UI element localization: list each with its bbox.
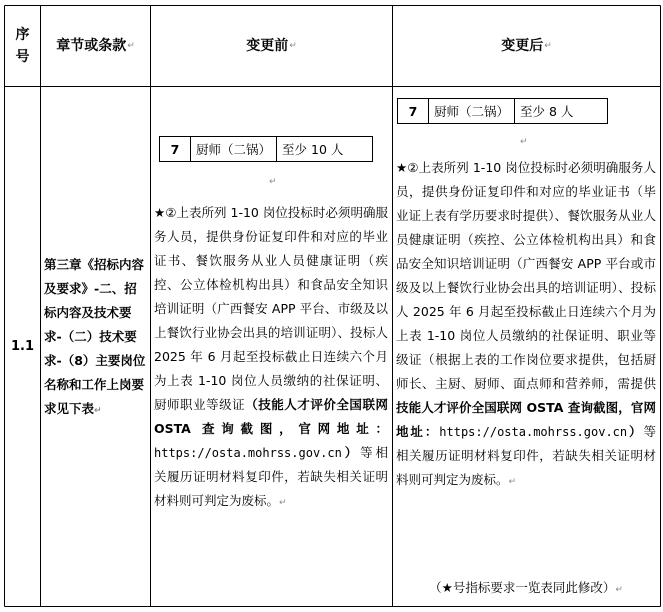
paragraph-mark-icon: ↵ <box>127 41 135 51</box>
paragraph-mark-icon: ↵ <box>289 41 297 51</box>
paragraph-mark-icon: ↵ <box>544 41 552 51</box>
after-note: （★号指标要求一览表同此修改）↵ <box>429 580 623 595</box>
before-position-requirement: 至少 10 人 <box>277 137 373 162</box>
before-url-link[interactable]: https://osta.mohrss.gov.cn <box>154 446 342 460</box>
header-section: 章节或条款 ↵ <box>41 6 150 86</box>
after-url-link[interactable]: https://osta.mohrss.gov.cn <box>439 425 628 439</box>
section-text: 第三章《招标内容及要求》-二、招标内容及技术要求-（二）技术要求-（8）主要岗位名称和工作上岗要求见下表↵ <box>44 257 146 416</box>
after-position-name: 厨师（二锅） <box>429 99 515 124</box>
before-position-name: 厨师（二锅） <box>191 137 277 162</box>
header-before: 变更前 ↵ <box>151 6 392 86</box>
before-position-no: 7 <box>160 137 191 162</box>
header-after: 变更后 ↵ <box>393 6 660 86</box>
row-number: 1.1 <box>10 339 35 354</box>
before-position-table <box>159 136 373 162</box>
after-position-no: 7 <box>398 99 429 124</box>
before-body-text: ★②上表所列 1-10 岗位投标时必须明确服务人员，提供身份证复印件和对应的毕业证书、餐饮服务从业人员健康证明（疾控、公立体检机构出具）和食品安全知识培训证明（广西餐安 APP 平台、市级及以上餐饮行业协会出具的培训证明）、投标人 2025 年 6 月起至投标截止日连续六个月为上表 1-10 岗位人员缴纳的社保证明、厨师职业等级证（技能人才评价全国联网 OSTA 查询截图，官网地址：https://osta.mohrss.gov.cn）等相关履历证明材料复印件，若缺失相关证明材料则可判定为废标。↵ <box>154 205 388 508</box>
before-table-end-mark: ↵ <box>269 177 277 187</box>
after-position-requirement: 至少 8 人 <box>515 99 608 124</box>
after-body-text: ★②上表所列 1-10 岗位投标时必须明确服务人员，提供身份证复印件和对应的毕业证书（毕业证上表有学历要求时提供）、餐饮服务从业人员健康证明（疾控、公立体检机构出具）和食品安全知识培训证明（广西餐安 APP 平台或市级及以上餐饮行业协会出具的培训证明）、投标人 2025 年 6 月起至投标截止日连续六个月为上表 1-10 岗位人员缴纳的社保证明、职业等级证（根据上表的工作岗位要求提供，包括厨师长、主厨、厨师、面点师和营养师，需提供技能人才评价全国联网 OSTA 查询截图，官网地址：https://osta.mohrss.gov.cn）等相关履历证明材料复印件，若缺失相关证明材料则可判定为废标。↵ <box>396 160 656 487</box>
after-position-table <box>397 98 608 124</box>
after-table-end-mark: ↵ <box>520 137 528 147</box>
header-no: 序号 <box>15 27 30 65</box>
